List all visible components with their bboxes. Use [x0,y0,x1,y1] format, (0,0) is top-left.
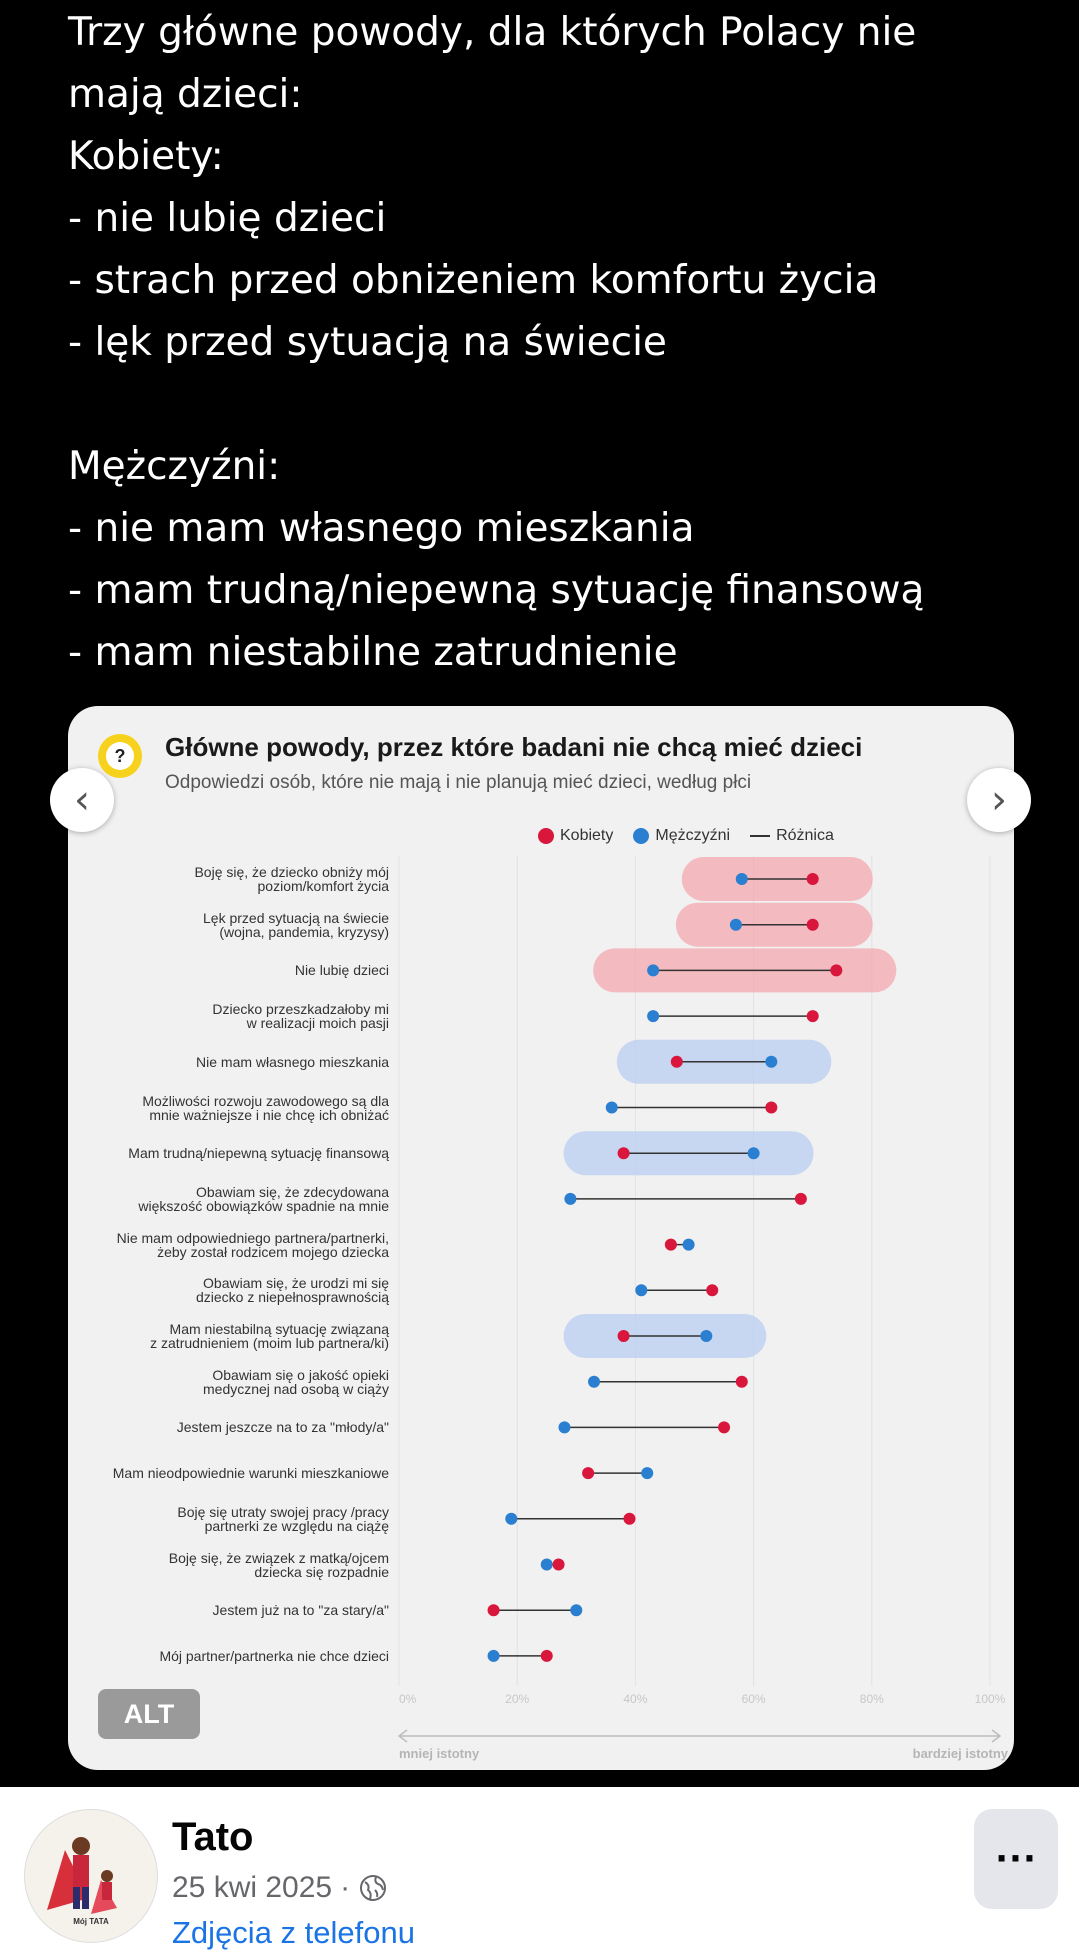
category-label [69,1505,389,1533]
women-point [807,919,819,931]
category-label-line: partnerki ze względu na ciążę [204,1517,389,1534]
men-point [736,873,748,885]
category-label-line: Boję się, że związek z matką/ojcem [168,1549,389,1566]
women-point [665,1239,677,1251]
category-label [69,1276,389,1304]
men-point [558,1421,570,1433]
women-point [553,1559,565,1571]
x-tick-label: 80% [859,1692,884,1706]
category-label-line: (wojna, pandemia, kryzysy) [219,923,389,940]
men-point [541,1559,553,1571]
post-text-line: - nie mam własnego mieszkania [68,506,695,551]
category-label-line: Obawiam się, że zdecydowana [196,1183,389,1200]
prev-image-button[interactable] [50,768,114,832]
category-label [69,865,389,893]
men-point [765,1056,777,1068]
category-label-line: Boję się, że dziecko obniży mój [194,864,389,880]
category-label-line: Nie mam odpowiedniego partnera/partnerki, [116,1229,389,1246]
album-link[interactable]: Zdjęcia z telefonu [172,1915,415,1950]
women-point [582,1467,594,1479]
post-text-line: Trzy główne powody, dla których Polacy nie [68,10,917,55]
men-point [488,1650,500,1662]
men-point [606,1102,618,1114]
men-point [588,1376,600,1388]
category-label [69,1055,389,1069]
men-point [564,1193,576,1205]
category-label-line: Dziecko przeszkadzałoby mi [212,1001,389,1018]
men-point [635,1284,647,1296]
category-label-line: Mam niestabilną sytuację związaną [169,1321,389,1337]
x-tick-label: 100% [974,1692,1006,1706]
post-text-line: - lęk przed sytuacją na świecie [68,320,667,365]
category-label-line: medycznej nad osobą w ciąży [203,1380,389,1397]
category-label-line: Mój partner/partnerka nie chce dzieci [159,1647,389,1664]
men-point [730,919,742,931]
chart-title: Główne powody, przez które badani nie chcą mieć dzieci [165,732,863,762]
category-label-line: poziom/komfort życia [257,878,389,894]
men-point [641,1467,653,1479]
post-text [68,2,1028,684]
category-label [69,1603,389,1617]
women-point [671,1056,683,1068]
post-text-line: Kobiety: [68,134,224,179]
category-label-line: większość obowiązków spadnie na mnie [138,1197,389,1214]
category-label [69,1094,389,1122]
x-tick-label: 20% [505,1692,530,1706]
category-label-line: Jestem jeszcze na to za "młody/a" [176,1419,389,1436]
category-label-line: z zatrudnieniem (moim lub partnera/ki) [150,1335,389,1351]
post-footer [0,1787,1079,1960]
women-point [488,1604,500,1616]
category-label [69,1368,389,1396]
x-tick-label: 0% [399,1692,417,1706]
women-point [807,1010,819,1022]
category-label-line: Nie mam własnego mieszkania [196,1053,389,1070]
category-label [69,1649,389,1663]
post-meta [172,1871,388,1905]
women-point [830,964,842,976]
women-point [718,1421,730,1433]
category-label-line: żeby został rodzicem mojego dziecka [157,1243,389,1260]
legend-women-label: Kobiety [560,827,614,844]
x-tick-label: 60% [741,1692,766,1706]
category-label-line: Możliwości rozwoju zawodowego są dla [142,1092,389,1109]
category-label [69,1466,389,1480]
men-point [647,1010,659,1022]
category-label [69,1231,389,1259]
category-label-line: Nie lubię dzieci [294,962,389,979]
chevron-right-icon: › [991,777,1007,823]
category-label [69,1420,389,1434]
women-point [736,1376,748,1388]
category-label [69,963,389,977]
women-point [765,1102,777,1114]
legend-difference-label: Różnica [776,827,834,844]
women-point [623,1513,635,1525]
superhero-dad-logo-icon [25,1810,157,1942]
question-badge-icon: ? [98,734,142,778]
men-point [505,1513,517,1525]
category-label-line: Obawiam się o jakość opieki [212,1366,389,1383]
category-label [69,1002,389,1030]
category-label-line: Obawiam się, że urodzi mi się [203,1275,389,1292]
category-label-line: dziecko z niepełnosprawnością [196,1289,389,1306]
next-image-button[interactable] [967,768,1031,832]
women-point [618,1147,630,1159]
post-image-card[interactable] [68,706,1014,1770]
post-text-line: Mężczyźni: [68,444,281,489]
category-label-line: Lęk przed sytuacją na świecie [203,909,389,926]
category-label [69,911,389,939]
globe-icon [358,1873,388,1903]
category-label-line: dziecka się rozpadnie [254,1563,389,1580]
women-point [618,1330,630,1342]
author-avatar[interactable] [24,1809,158,1943]
women-point [541,1650,553,1662]
category-label [69,1551,389,1579]
category-label-line: Jestem już na to "za stary/a" [212,1602,389,1619]
x-tick-label: 40% [623,1692,648,1706]
men-point [683,1239,695,1251]
category-label-line: Boję się utraty swojej pracy /pracy [177,1503,389,1520]
category-label [69,1146,389,1160]
category-label-line: w realizacji moich pasji [246,1015,389,1032]
chevron-left-icon: ‹ [74,777,90,823]
post-text-line: - strach przed obniżeniem komfortu życia [68,258,879,303]
post-text-line: - nie lubię dzieci [68,196,387,241]
legend-men-label: Mężczyźni [655,827,731,844]
men-point [647,964,659,976]
scale-label-left: mniej istotny [399,1746,480,1761]
men-point [748,1147,760,1159]
category-label [69,1185,389,1213]
category-label [69,1322,389,1350]
category-label-line: mnie ważniejsze i nie chcę ich obniżać [149,1106,389,1123]
alt-text-button[interactable]: ALT [98,1689,200,1739]
post-text-line [68,374,1028,436]
men-point [570,1604,582,1616]
women-point [795,1193,807,1205]
chart-subtitle: Odpowiedzi osób, które nie mają i nie planują mieć dzieci, według płci [165,772,752,793]
more-options-button[interactable]: ··· [974,1809,1058,1909]
post-text-line: - mam trudną/niepewną sytuację finansową [68,568,925,613]
scale-label-right: bardziej istotny [912,1746,1008,1761]
women-point [706,1284,718,1296]
post-text-line: mają dzieci: [68,72,303,117]
svg-text:Mój TATA: Mój TATA [73,1917,109,1926]
post-date[interactable]: 25 kwi 2025 [172,1871,333,1904]
women-point [807,873,819,885]
category-label-line: Mam trudną/niepewną sytuację finansową [128,1145,389,1162]
author-name[interactable]: Tato [172,1815,254,1859]
post-text-line: - mam niestabilne zatrudnienie [68,630,678,675]
meta-separator: · [340,1871,351,1904]
men-point [700,1330,712,1342]
category-label-line: Mam nieodpowiednie warunki mieszkaniowe [112,1465,389,1482]
